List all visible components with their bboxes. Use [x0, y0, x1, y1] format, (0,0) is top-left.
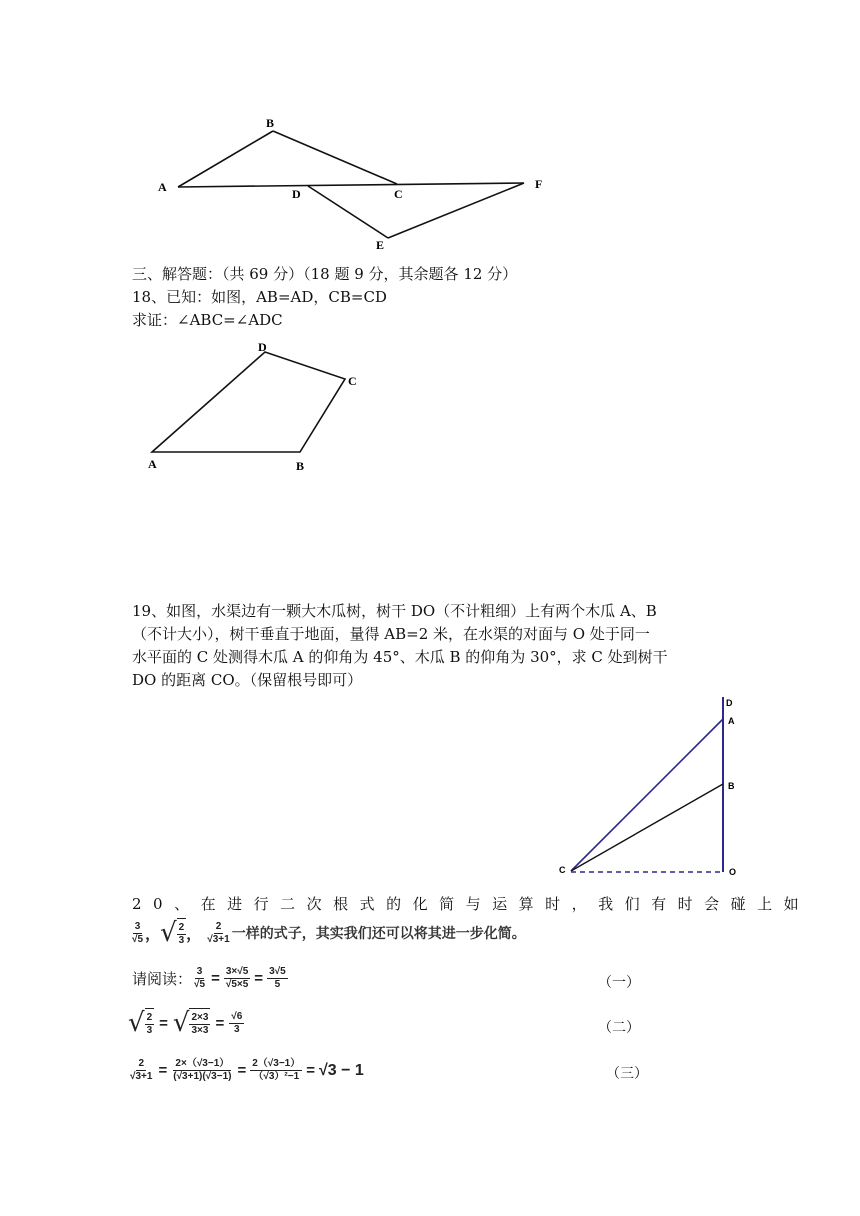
label-b: B — [728, 781, 735, 791]
segment-ef — [388, 183, 524, 238]
segment-af — [178, 183, 524, 187]
q20-example2: √ $\frac{2}{3}$ = √ $\frac{2\times 3}{3\times 3}$ = $\frac{√6}{3}$ — [128, 1008, 243, 1038]
label-b: B — [296, 459, 305, 473]
expr-sqrt-2-over-3: √ $\frac{2}{3}$ — [160, 918, 185, 948]
tag-3: （三） — [606, 1066, 648, 1082]
label-f: F — [535, 177, 543, 191]
figure-abcdef — [140, 110, 570, 260]
figure-abcd — [140, 335, 370, 480]
label-d: D — [292, 187, 301, 201]
label-o: O — [729, 867, 737, 877]
quadrilateral-abcd — [152, 352, 345, 452]
label-a: A — [158, 180, 167, 194]
tag-2: （二） — [598, 1020, 640, 1036]
q19-line2: （不计大小），树干垂直于地面，量得 AB=2 米，在水渠的对面与 O 处于同一 — [132, 625, 650, 643]
q20-line2: $\frac{3}{√5}$ ， √ $\frac{2}{3}$ ， $\frac{2}{√3+1}$ 一样的式子，其实我们还可以将其进一步化简。 — [132, 918, 526, 948]
label-c: C — [348, 374, 357, 388]
q18-prove: 求证：∠ABC=∠ADC — [132, 311, 283, 329]
label-d: D — [258, 340, 267, 354]
segment-ab — [178, 131, 273, 187]
q20-example1: 请阅读： $\frac{3}{√5}$ = $\frac{3\times√5}{√5\times 5}$ = $\frac{3√5}{5}$ — [132, 966, 286, 990]
figure-tree — [555, 692, 755, 882]
segment-bc — [273, 131, 397, 184]
section-heading: 三、解答题：（共 69 分）（18 题 9 分，其余题各 12 分） — [132, 265, 518, 283]
line-cb — [571, 784, 723, 871]
q19-line1: 19、如图，水渠边有一颗大木瓜树，树干 DO（不计粗细）上有两个木瓜 A、B — [132, 602, 657, 620]
label-e: E — [376, 238, 385, 252]
expr-2-over-sqrt3-plus-1: $\frac{2}{√3+1}$ — [207, 920, 230, 945]
tag-1: （一） — [598, 975, 640, 991]
expr-3-over-sqrt5: $\frac{3}{√5}$ — [132, 920, 144, 945]
q19-line4: DO 的距离 CO。（保留根号即可） — [132, 671, 363, 689]
q18-given: 18、已知：如图，AB=AD，CB=CD — [132, 288, 387, 306]
q20-example3: $\frac{2}{√3+1}$ = $\frac{2\times(√3-1)}{(√3+1)(√3-1)}$ = $\frac{2(√3-1)}{\text{（√3）²−1}}$ = √3 − 1 — [130, 1058, 364, 1082]
line-ca — [571, 719, 723, 871]
label-a: A — [728, 716, 735, 726]
label-a: A — [148, 457, 157, 471]
label-c: C — [394, 187, 403, 201]
q20-line2-text: 一样的式子，其实我们还可以将其进一步化简。 — [231, 925, 526, 941]
label-d: D — [726, 698, 733, 708]
q20-line1: 20、在进行二次根式的化简与运算时，我们有时会碰上如 — [132, 895, 811, 913]
label-c: C — [559, 865, 566, 875]
q19-line3: 水平面的 C 处测得木瓜 A 的仰角为 45°、木瓜 B 的仰角为 30°，求 C 处到树干 — [132, 648, 668, 666]
segment-de — [308, 186, 388, 238]
label-b: B — [266, 116, 275, 130]
